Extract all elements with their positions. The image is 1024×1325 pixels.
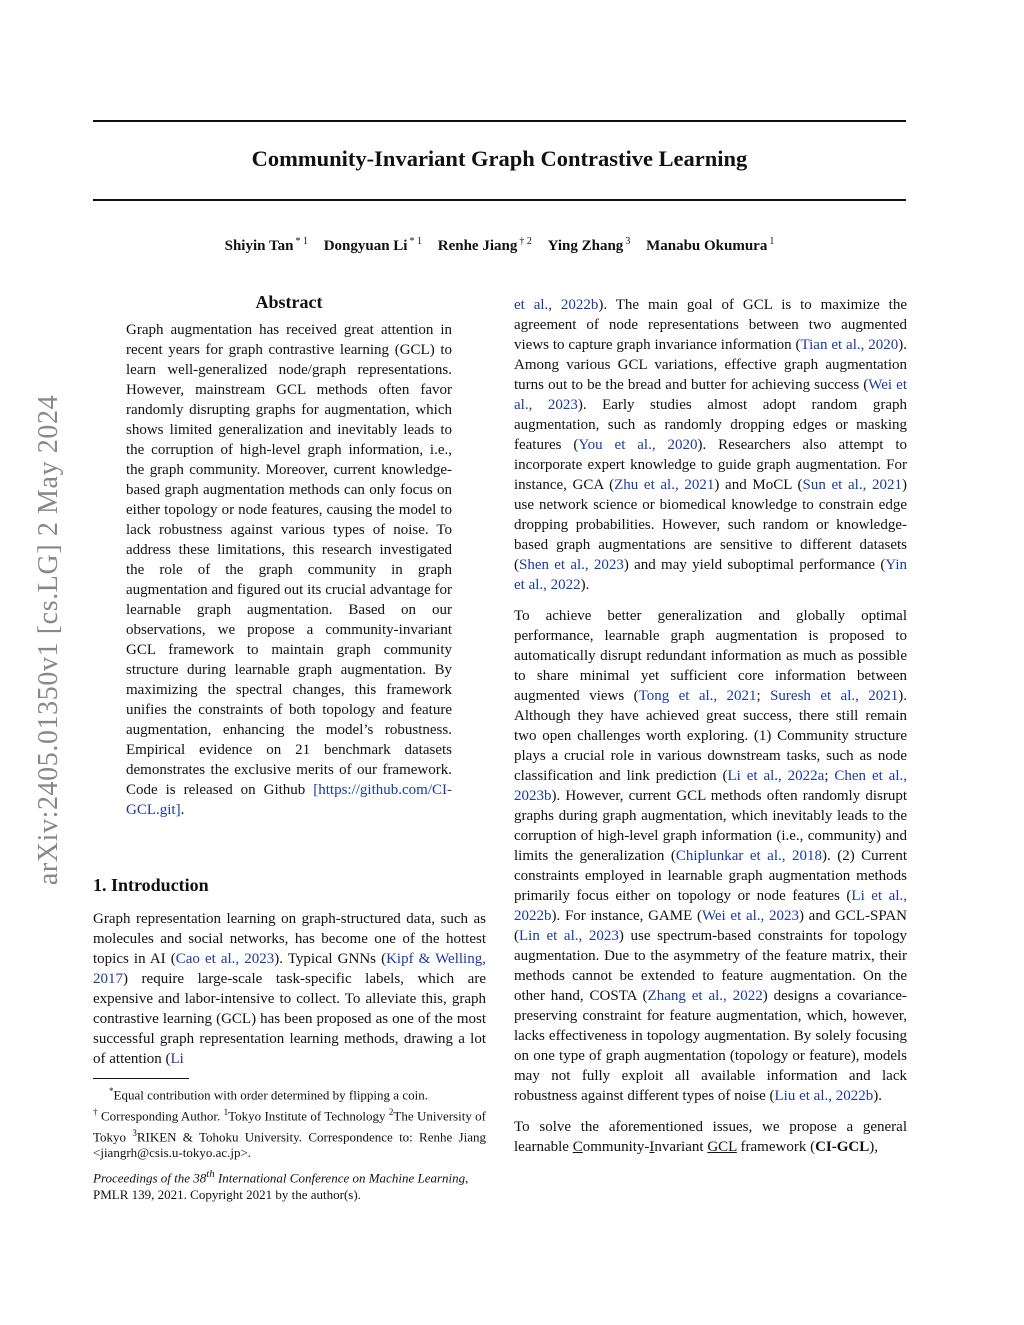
footnotes xyxy=(93,1083,486,1162)
body-text: ) require large-scale task-specific labels, which are expensive and labor-intensive to collect. To alleviate this, graph contrastive learning (GCL) has been proposed as one of the most successful graph representation learning methods, drawing a lot of attention ( xyxy=(93,971,486,1067)
introduction-paragraph xyxy=(93,909,486,1069)
body-text: ) use spectrum-based constraints for topology augmentation. Due to the asymmetry of the feature matrix, their methods cannot be extended to feature augmentation. On the other hand, COSTA ( xyxy=(514,928,907,1004)
author-name: Shiyin Tan xyxy=(224,238,294,254)
underlined-letter: C xyxy=(572,1139,583,1155)
abstract-body xyxy=(126,320,452,820)
body-text: framework ( xyxy=(736,1139,816,1155)
introduction-body xyxy=(93,909,486,1069)
author-marks: 1 xyxy=(769,236,775,247)
author xyxy=(438,238,532,254)
citation-link[interactable]: Sun et al., 2021 xyxy=(802,477,902,493)
author-marks: * 1 xyxy=(295,236,308,247)
abstract-text-end: . xyxy=(180,802,185,818)
author xyxy=(324,238,422,254)
body-text: ). Among various GCL variations, effective graph augmentation turns out to be the bread and butter for achieving success ( xyxy=(514,337,907,393)
body-text: ) and may yield suboptimal performance ( xyxy=(623,557,886,573)
citation-link[interactable]: Li et al., 2022a xyxy=(727,768,825,784)
author xyxy=(646,238,774,254)
underlined-acronym: GCL xyxy=(707,1139,737,1155)
citation-link[interactable]: Wei et al., 2023 xyxy=(514,377,907,413)
body-text: ) use network science or biomedical knowledge to constrain edge dropping probabilities. However, such random or knowledge-based graph augmentations are sensitive to different datasets ( xyxy=(514,477,907,573)
citation-link[interactable]: Tian et al., 2020 xyxy=(800,337,899,353)
title-rule-top xyxy=(93,120,906,122)
citation-link[interactable]: Wei et al., 2023 xyxy=(701,908,799,924)
body-text: ), xyxy=(869,1139,878,1155)
framework-name: CI-GCL xyxy=(815,1139,870,1155)
body-text: Graph representation learning on graph-structured data, such as molecules and social networks, has become one of the hottest topics in AI ( xyxy=(93,911,486,967)
author-name: Renhe Jiang xyxy=(437,238,518,254)
affiliation-text: RIKEN & Tohoku University. Correspondence to: Renhe Jiang <jiangrh@csis.u-tokyo.ac.jp>. xyxy=(93,1128,486,1161)
citation-link[interactable]: Chen et al., 2023b xyxy=(514,768,907,804)
author-name: Dongyuan Li xyxy=(323,238,408,254)
body-text: ). For instance, GAME ( xyxy=(551,908,702,924)
citation-link[interactable]: Suresh et al., 2021 xyxy=(770,688,899,704)
proceedings-note xyxy=(93,1166,486,1203)
citation-link[interactable]: Liu et al., 2022b xyxy=(774,1088,874,1104)
abstract-text: Graph augmentation has received great attention in recent years for graph contrastive learning (GCL) to learn well-generalized node/graph representations. However, mainstream GCL methods often favor randomly disrupting graphs for augmentation, which shows limited generalization and inevitably leads to the corruption of high-level graph information, i.e., the graph community. Moreover, current knowledge-based graph augmentation methods can only focus on either topology or node features, causing the model to lack robustness against various types of noise. To address these limitations, this research investigated the role of the graph community in graph augmentation and figured out its crucial advantage for learnable graph augmentation. Based on our observations, we propose a community-invariant GCL framework to maintain graph community structure during learnable graph augmentation. By maximizing the spectral changes, this framework unifies the constraints of both topology and feature augmentation, enhancing the model’s robustness. Empirical evidence on 21 benchmark datasets demonstrates the exclusive merits of our framework. Code is released on Github xyxy=(126,322,452,798)
title-rule-bottom xyxy=(93,199,906,201)
citation-link[interactable]: You et al., 2020 xyxy=(578,437,698,453)
body-text: ). xyxy=(580,577,590,593)
body-text: ). xyxy=(873,1088,882,1104)
affiliation-mark: 2 xyxy=(388,1106,394,1117)
abstract-paragraph xyxy=(126,320,452,820)
affiliation-text: Tokyo Institute of Technology xyxy=(228,1108,389,1124)
body-text: ). The main goal of GCL is to maximize the agreement of node representations between two augmented views to capture graph invariance information ( xyxy=(514,297,907,353)
citation-link[interactable]: Lin et al., 2023 xyxy=(519,928,619,944)
footnote-mark: * xyxy=(109,1086,114,1096)
citation-link[interactable]: Li xyxy=(170,1051,184,1067)
footnote-equal-contribution xyxy=(93,1083,486,1104)
author-marks: † 2 xyxy=(519,236,532,247)
body-text: ). Early studies almost adopt random graph augmentation, such as randomly dropping edges or masking features ( xyxy=(514,397,907,453)
right-column-body xyxy=(514,295,907,1157)
body-text: ommunity- xyxy=(582,1139,650,1155)
body-text: ). (2) Current constraints employed in learnable graph augmentation methods primarily focus either on topology or node features ( xyxy=(514,848,907,904)
body-text: ). Although they have achieved great success, there still remain two open challenges worth exploring. (1) Community structure plays a crucial role in various downstream tasks, such as node classification and link prediction ( xyxy=(514,688,907,784)
body-text: ) designs a covariance-preserving constraint for feature augmentation, which, however, lacks effectiveness in topology augmentation. By solely focusing on one type of graph augmentation (topology or feature), models may not fully exploit all available information and lack robustness against different types of noise ( xyxy=(514,988,907,1104)
body-text: ). However, current GCL methods often randomly disrupt graphs during graph augmentation, which inevitably leads to the corruption of high-level graph information (i.e., community) and limits the generalization ( xyxy=(514,788,907,864)
citation-link[interactable]: Yin et al., 2022 xyxy=(514,557,907,593)
citation-link[interactable]: Cao et al., 2023 xyxy=(175,951,275,967)
author-list xyxy=(93,236,906,255)
underlined-letter: I xyxy=(649,1139,655,1155)
citation-link[interactable]: Zhu et al., 2021 xyxy=(614,477,715,493)
affiliation-mark: 1 xyxy=(223,1106,229,1117)
citation-link[interactable]: Li et al., 2022b xyxy=(514,888,908,924)
author-name: Ying Zhang xyxy=(547,238,624,254)
proceedings-text: Proceedings of the 38th International Conference on Machine Learning, PMLR 139, 2021. Copyright 2021 by the author(s). xyxy=(93,1168,469,1202)
footnote-mark: † xyxy=(93,1106,98,1117)
footnote-affiliations xyxy=(93,1104,486,1162)
citation-link[interactable]: Tong et al., 2021 xyxy=(638,688,757,704)
affiliation-mark: 3 xyxy=(132,1127,137,1138)
footnote-text: Equal contribution with order determined by flipping a coin. xyxy=(113,1087,428,1103)
section-heading-introduction: 1. Introduction xyxy=(93,875,209,895)
github-link[interactable]: [https://github.com/CI-GCL.git] xyxy=(126,782,452,818)
citation-link[interactable]: Kipf & Welling, 2017 xyxy=(93,951,486,987)
arxiv-identifier: arXiv:2405.01350v1 [cs.LG] 2 May 2024 xyxy=(33,394,64,886)
citation-link[interactable]: et al., 2022b xyxy=(514,297,599,313)
author-name: Manabu Okumura xyxy=(646,238,768,254)
abstract-heading: Abstract xyxy=(255,292,323,312)
body-text: ). Researchers also attempt to incorporate expert knowledge to guide graph augmentation. For instance, GCA ( xyxy=(514,437,907,493)
citation-link[interactable]: Zhang et al., 2022 xyxy=(647,988,763,1004)
body-text: ; xyxy=(756,688,771,704)
citation-link[interactable]: Chiplunkar et al., 2018 xyxy=(675,848,822,864)
body-text: nvariant xyxy=(654,1139,708,1155)
footnote-divider xyxy=(93,1078,189,1079)
body-text: To solve the aforementioned issues, we propose a general learnable xyxy=(514,1119,907,1155)
author-marks: 3 xyxy=(625,236,631,247)
body-text: ). Typical GNNs ( xyxy=(274,951,387,967)
body-text: ; xyxy=(824,768,835,784)
body-paragraph xyxy=(514,1117,907,1157)
citation-link[interactable]: Shen et al., 2023 xyxy=(519,557,624,573)
body-text: ) and GCL-SPAN ( xyxy=(514,908,907,944)
paper-title: Community-Invariant Graph Contrastive Learning xyxy=(251,146,748,171)
body-paragraph xyxy=(514,295,907,595)
body-text: To achieve better generalization and globally optimal performance, learnable graph augmentation is proposed to automatically disrupt redundant information as much as possible to share minimal yet sufficient core information between augmented views ( xyxy=(514,608,907,704)
footnote-text: Corresponding Author. xyxy=(97,1108,224,1124)
affiliation-text: The University of Tokyo xyxy=(93,1108,487,1144)
author xyxy=(548,238,631,254)
author xyxy=(225,238,308,254)
body-paragraph xyxy=(514,606,907,1106)
author-marks: * 1 xyxy=(409,236,422,247)
body-text: ) and MoCL ( xyxy=(714,477,803,493)
